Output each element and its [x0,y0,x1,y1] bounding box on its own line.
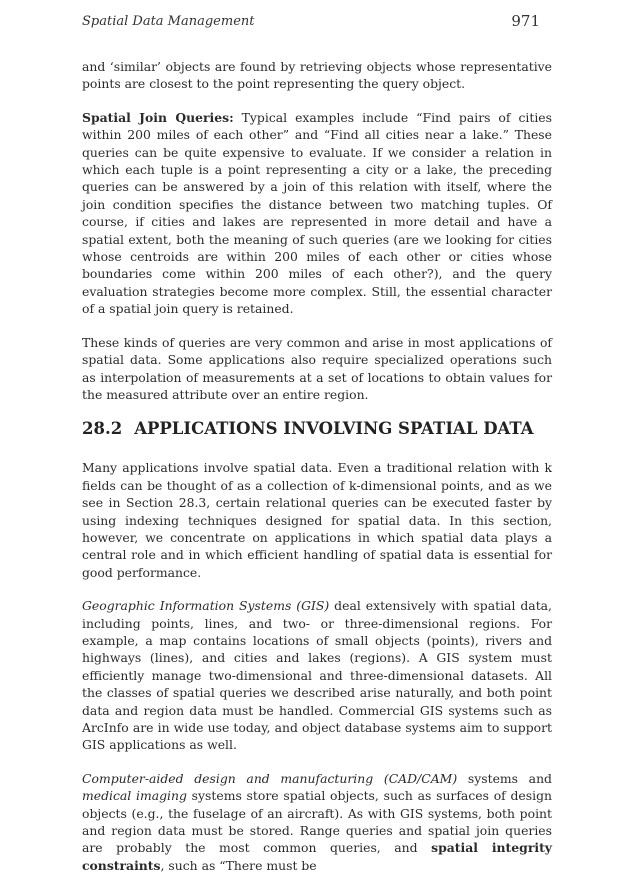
section-title: APPLICATIONS INVOLVING SPATIAL DATA [134,419,534,439]
paragraph-cad-cam [82,770,552,874]
paragraph-text: Typical examples include “Find pairs of cities within 200 miles of each other” and “Find all cities near a lake.” These queries can be quite expensive to evaluate. If we consider a relation in which each tuple is a point representing a city or a lake, the preceding queries can be answered by a join of this relation with itself, where the join condition specifies the distance between two matching tuples. Of course, if cities and lakes are represented in more detail and have a spatial extent, both the meaning of such queries (are we looking for cities whose centroids are within 200 miles of each other or cities whose boundaries come within 200 miles of each other?), and the query evaluation strategies become more complex. Still, the essential character of a spatial join query is retained. [82,109,552,317]
paragraph-text: , such as “There must be [160,857,317,873]
paragraph-queries-common [82,334,552,404]
paragraph-text: Many applications involve spatial data. Even a traditional relation with k fields can be thought of as a collection of k-dimensional points, and as we see in Section 28.3, certain relational queries can be executed faster by using indexing techniques designed for spatial data. In this section, however, we concentrate on applications in which spatial data plays a central role and in which efficient handling of spatial data is essential for good performance. [82,460,552,580]
term-medical-imaging: medical imaging [82,788,187,804]
section-heading [82,419,552,439]
term-spatial-integrity-constraints: spatial integrity constraints [82,840,552,873]
section-number: 28.2 [82,419,123,439]
running-head: Spatial Data Management [82,14,255,29]
paragraph-text: deal extensively with spatial data, including points, lines, and two- or three-dimensional regions. For example, a map contains locations of small objects (points), rivers and highways (lines), and cities and lakes (regions). A GIS system must efficiently manage two-dimensional and three-dimensional datasets. All the classes of spatial queries we described arise naturally, and both point data and region data must be handled. Commercial GIS systems such as ArcInfo are in wide use today, and object database systems aim to support GIS applications as well. [82,598,552,753]
paragraph-text: systems store spatial objects, such as surfaces of design objects (e.g., the fuselage of an aircraft). As with GIS systems, both point and region data must be stored. Range queries and spatial join queries are probably the most common queries, and [82,788,552,856]
paragraph-applications [82,459,552,581]
term-spatial-join-queries: Spatial Join Queries: [82,109,234,125]
body-text [82,58,552,890]
paragraph-text: and ‘similar’ objects are found by retrieving objects whose representative points are closest to the point representing the query object. [82,59,552,92]
paragraph-text: These kinds of queries are very common and arise in most applications of spatial data. Some applications also require specialized operations such as interpolation of measurements at a set of locations to obtain values for the measured attribute over an entire region. [82,334,552,402]
paragraph-continuation [82,58,552,93]
page-number: 971 [511,12,540,30]
term-cad-cam: Computer-aided design and manufacturing (CAD/CAM) [82,770,458,786]
paragraph-spatial-join [82,109,552,318]
term-gis: Geographic Information Systems (GIS) [82,598,330,614]
paragraph-text: systems and [457,770,552,786]
paragraph-gis [82,597,552,754]
